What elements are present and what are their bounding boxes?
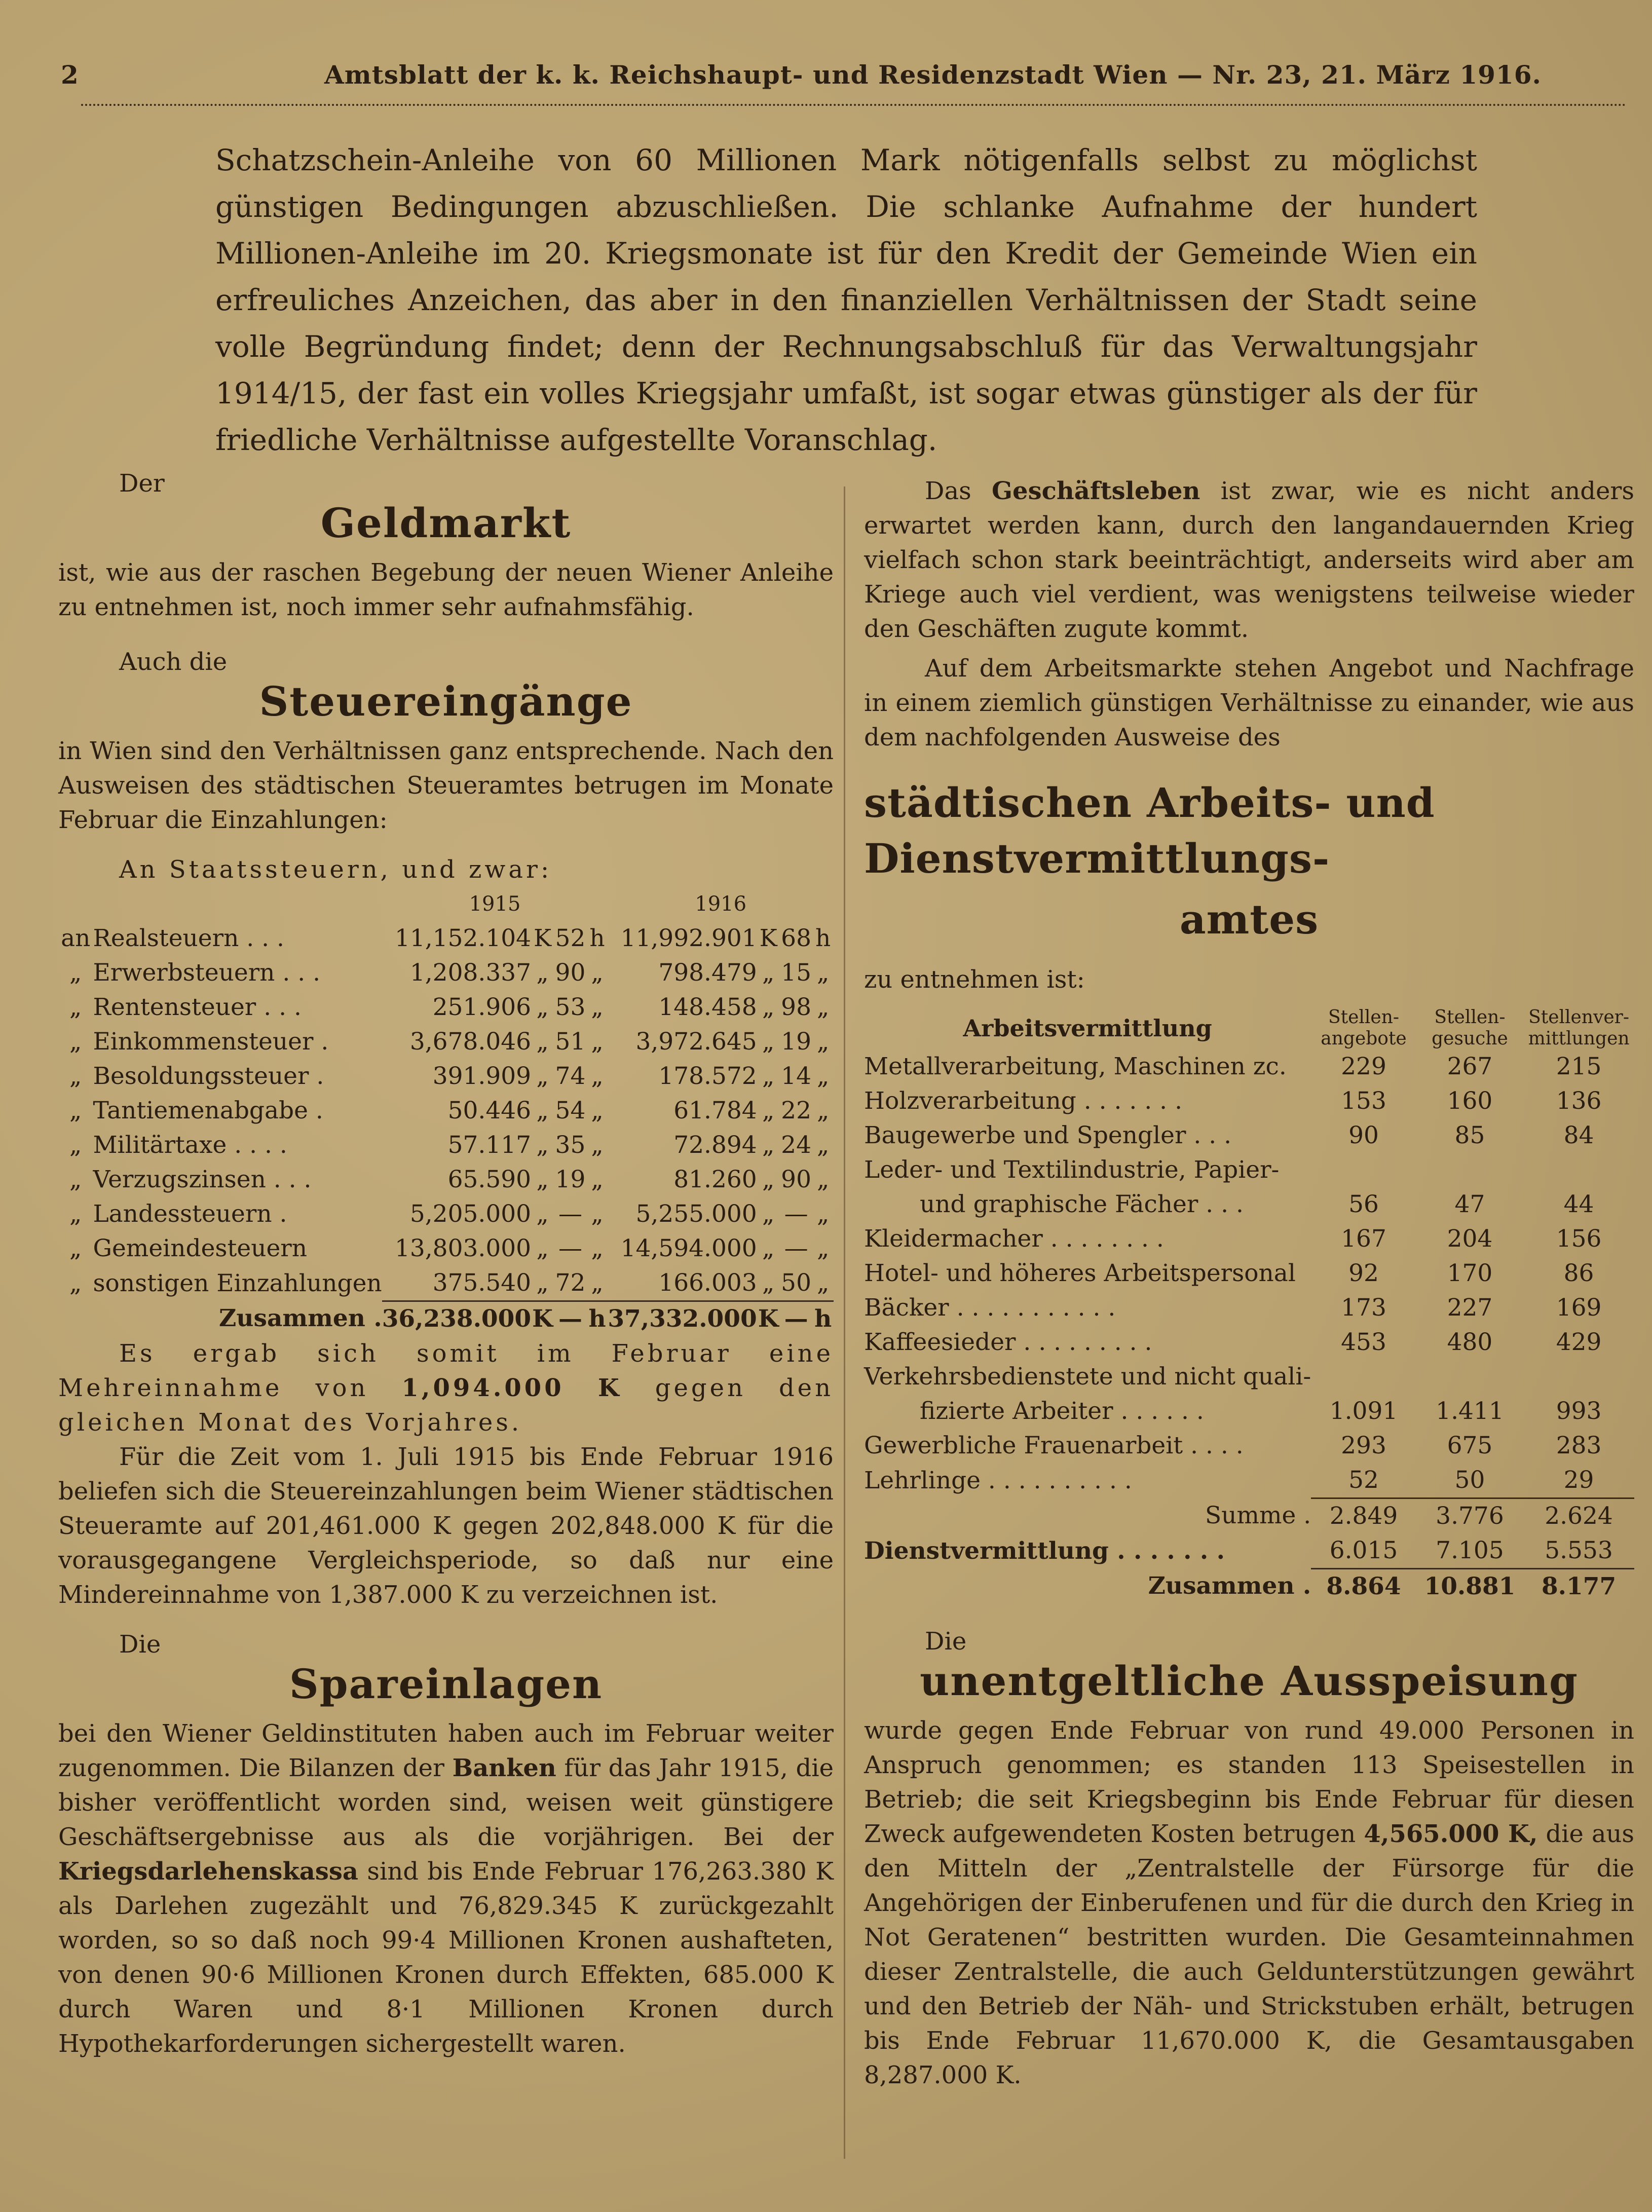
arb-row-value: 283: [1556, 1432, 1602, 1459]
arb-row-value: 29: [1563, 1466, 1594, 1494]
summe-a: 2.849: [1311, 1498, 1416, 1534]
dienst-b: 7.105: [1436, 1536, 1504, 1564]
unit: „: [762, 993, 775, 1021]
arb-row-name: Kleidermacher . . . . . . . .: [864, 1225, 1164, 1253]
steuer-pre: Auch die: [119, 648, 228, 676]
arb-row: [864, 1153, 1634, 1187]
arb-row-value: 44: [1563, 1190, 1594, 1218]
unit: „: [817, 959, 830, 987]
arb-row-value: 153: [1341, 1087, 1386, 1115]
unit: „: [591, 1200, 604, 1228]
arb-row-name: Metallverarbeitung, Maschinen zc.: [864, 1053, 1287, 1080]
unit: „: [591, 1269, 604, 1297]
aus-text-a: wurde gegen Ende Februar von rund 49.000 Personen in Anspruch genommen; es standen 113 Speisestellen in Betrieb; die seit Kriegsbeginn bis Ende Februar für diesen Zweck aufgewendeten Kosten betrugen: [864, 1716, 1634, 1848]
arb-row-value: [1416, 1360, 1523, 1394]
arb-row-value: 675: [1447, 1432, 1493, 1459]
tax-year-row: [58, 887, 834, 921]
tax-prefix: „: [69, 1166, 82, 1193]
tax-1916-kronen: 178.572: [658, 1062, 757, 1090]
dienst-label: Dienstvermittlung . . . . . . .: [864, 1536, 1225, 1565]
spar-paragraph: [58, 1716, 834, 2061]
unit: „: [762, 1234, 775, 1262]
arb-head-label: Arbeitsvermittlung: [963, 1015, 1212, 1042]
arb-row: [864, 1049, 1634, 1084]
arb-row-value: 90: [1348, 1121, 1379, 1149]
arb-row-value: [1311, 1360, 1416, 1394]
tax-1915-heller: 90: [555, 959, 586, 987]
unit: „: [817, 1097, 830, 1124]
geldmarkt-heading: Geldmarkt: [320, 499, 572, 547]
summe-label: Summe .: [1205, 1502, 1311, 1530]
unit: K: [757, 1301, 780, 1337]
tax-name: Erwerbsteuern . . .: [93, 959, 321, 987]
arb-row: [864, 1291, 1634, 1325]
unit: h: [587, 1301, 608, 1337]
arb-row-value: 50: [1454, 1466, 1485, 1494]
tax-1916-heller: 14: [781, 1062, 811, 1090]
gazette-title: Amtsblatt der k. k. Reichshaupt- und Residenzstadt Wien — Nr. 23, 21. März 1916.: [324, 60, 1542, 90]
tax-prefix: „: [69, 1269, 82, 1297]
zusammen-row: [864, 1569, 1634, 1604]
arb-head-col3: [1523, 1007, 1634, 1049]
tax-row: [58, 1266, 834, 1301]
arb-row-value: 167: [1341, 1225, 1386, 1253]
tax-1916-kronen: 14,594.000: [620, 1234, 757, 1262]
tax-total-1915: 36,238.000: [382, 1301, 531, 1337]
unit: „: [817, 1269, 830, 1297]
tax-1915-heller: 19: [555, 1166, 586, 1193]
ausspeisung-paragraph: [864, 1713, 1634, 2092]
amt-heading-2: amtes: [1179, 895, 1319, 943]
tax-1916-heller: 90: [781, 1166, 811, 1193]
spar-banken: Banken: [452, 1754, 556, 1782]
tax-name: Militärtaxe . . . .: [93, 1131, 287, 1159]
tax-1916-heller: 68: [781, 924, 811, 952]
tax-row: [58, 1025, 834, 1059]
arb-row-value: 429: [1556, 1328, 1602, 1356]
staatssteuern-label: An Staatssteuern, und zwar:: [119, 855, 552, 884]
tax-1915-kronen: 11,152.104: [394, 924, 532, 952]
amt-heading: städtischen Arbeits- und Dienstvermittlungs-: [864, 779, 1435, 882]
tax-1915-kronen: 1,208.337: [409, 959, 532, 987]
tax-1915-heller: 74: [555, 1062, 586, 1090]
tax-1916-heller: 98: [781, 993, 811, 1021]
unit: K: [531, 1301, 554, 1337]
aus-heading: unentgeltliche Ausspeisung: [920, 1657, 1579, 1705]
unit: „: [536, 1062, 549, 1090]
unit: „: [762, 1269, 775, 1297]
arb-row-value: 85: [1454, 1121, 1485, 1149]
tax-1915-kronen: 65.590: [447, 1166, 532, 1193]
unit: „: [762, 1131, 775, 1159]
tax-row: [58, 1094, 834, 1128]
arb-row-name: Gewerbliche Frauenarbeit . . . .: [864, 1432, 1244, 1459]
unit: „: [536, 1269, 549, 1297]
tax-1915-kronen: 50.446: [447, 1097, 532, 1124]
year-1915: 1915: [469, 892, 521, 916]
arb-row: [864, 1084, 1634, 1118]
unit: „: [536, 1166, 549, 1193]
tax-1916-kronen: 61.784: [673, 1097, 757, 1124]
arb-row: [864, 1256, 1634, 1291]
geschaeftsleben-paragraph: [864, 474, 1634, 646]
arb-row: [864, 1360, 1634, 1394]
tax-1915-heller: —: [558, 1200, 582, 1228]
tax-1916-heller: 50: [781, 1269, 811, 1297]
col2b: gesuche: [1432, 1028, 1508, 1049]
tax-1915-heller: 51: [555, 1028, 586, 1056]
tax-1915-heller: 35: [555, 1131, 586, 1159]
left-column: [58, 466, 834, 2061]
mehr-amount: 1,094.000 K: [401, 1374, 622, 1402]
arb-row-value: 229: [1341, 1053, 1386, 1080]
unit: „: [762, 1062, 775, 1090]
tax-prefix: „: [69, 959, 82, 987]
unit: „: [591, 959, 604, 987]
arb-row-value: 156: [1556, 1225, 1602, 1253]
arb-row-value: 293: [1341, 1432, 1386, 1459]
arb-row-value: [1523, 1360, 1634, 1394]
tax-1916-kronen: 148.458: [658, 993, 757, 1021]
arb-row: [864, 1187, 1634, 1222]
col2a: Stellen-: [1434, 1007, 1506, 1028]
tax-1916-kronen: 5,255.000: [635, 1200, 757, 1228]
tax-1916-kronen: 166.003: [658, 1269, 757, 1297]
unit: „: [762, 1097, 775, 1124]
unit: „: [817, 1234, 830, 1262]
unit: h: [815, 924, 831, 952]
arb-row-value: 92: [1348, 1259, 1379, 1287]
arb-row-value: [1416, 1153, 1523, 1187]
tax-total-1916: 37,332.000: [608, 1301, 757, 1337]
unit: „: [591, 1234, 604, 1262]
tax-table: [58, 887, 834, 1336]
heller: —: [554, 1301, 587, 1337]
page-number: 2: [61, 60, 79, 90]
arb-row-value: 56: [1348, 1190, 1379, 1218]
unit: „: [536, 1131, 549, 1159]
aus-text-b: die aus den Mitteln der „Zentralstelle der Fürsorge für die Angehörigen der Einberufenen und für die durch den Krieg in Not Geratenen“ bestritten wurden. Die Gesamteinnahmen dieser Zentralstelle, die auch Geldunterstützungen gewährt und den Betrieb der Näh- und Strickstuben erhält, betrugen bis Ende Februar 11,670.000 K, die Gesamtausgaben 8,287.000 K.: [864, 1820, 1635, 2089]
tax-row: [58, 1128, 834, 1163]
tax-row: [58, 990, 834, 1025]
unit: „: [591, 1097, 604, 1124]
tax-row: [58, 921, 834, 956]
tax-1916-heller: —: [784, 1200, 808, 1228]
arb-row-value: 1.091: [1329, 1397, 1398, 1425]
tax-prefix: „: [69, 993, 82, 1021]
col1a: Stellen-: [1328, 1007, 1400, 1028]
tax-1916-kronen: 81.260: [673, 1166, 757, 1193]
year-1916: 1916: [695, 892, 747, 916]
dienst-a: 6.015: [1329, 1536, 1398, 1564]
steuer-heading: Steuereingänge: [259, 678, 633, 725]
aus-amount: 4,565.000 K,: [1364, 1820, 1538, 1848]
arb-row-name: Lehrlinge . . . . . . . . . .: [864, 1466, 1132, 1494]
tax-name: Tantiemenabgabe .: [93, 1097, 323, 1124]
tax-prefix: „: [69, 1131, 82, 1159]
arb-row: [864, 1394, 1634, 1429]
tax-name: Einkommensteuer .: [93, 1028, 329, 1056]
arb-row: [864, 1222, 1634, 1256]
mehreinnahme-paragraph: [58, 1336, 834, 1440]
tax-row: [58, 1197, 834, 1231]
unit: „: [591, 1062, 604, 1090]
zusammen-label: Zusammen .: [1148, 1572, 1311, 1600]
unit: „: [591, 1028, 604, 1056]
page-header: [61, 60, 1591, 100]
aus-pre: Die: [925, 1627, 967, 1656]
arb-head-row: [864, 1007, 1634, 1049]
spar-pre: Die: [119, 1630, 161, 1659]
heller: —: [780, 1301, 813, 1337]
unit: „: [762, 1200, 775, 1228]
unit: „: [591, 1131, 604, 1159]
tax-row: [58, 1059, 834, 1094]
col3a: Stellenver-: [1528, 1007, 1630, 1028]
spar-heading: Spareinlagen: [289, 1660, 603, 1708]
unit: „: [591, 993, 604, 1021]
unit: h: [812, 1301, 834, 1337]
arb-row-value: 170: [1447, 1259, 1493, 1287]
arb-row-value: 136: [1556, 1087, 1602, 1115]
tax-1915-heller: 54: [555, 1097, 586, 1124]
spar-text-b: für das Jahr 1915, die bisher veröffentlicht worden sind, weisen weit günstigere Geschäftsergebnisse aus als die vorjährigen. Bei der: [58, 1754, 834, 1851]
tax-prefix: „: [69, 1234, 82, 1262]
arbeitsvermittlung-table: [864, 1007, 1634, 1604]
tax-1915-heller: 53: [555, 993, 586, 1021]
arb-row-value: 86: [1563, 1259, 1594, 1287]
tax-1915-kronen: 391.909: [432, 1062, 532, 1090]
arb-row-value: 204: [1447, 1225, 1493, 1253]
column-divider: [844, 486, 845, 2159]
unit: „: [817, 1131, 830, 1159]
arb-row-value: 84: [1563, 1121, 1594, 1149]
zusammen-a: 8.864: [1311, 1569, 1416, 1604]
tax-1916-kronen: 11,992.901: [620, 924, 757, 952]
unit: K: [759, 924, 777, 952]
right-column: [864, 474, 1634, 2092]
summe-row: [864, 1498, 1634, 1534]
geldmarkt-pre: Der: [119, 469, 165, 498]
arb-row-value: 47: [1454, 1190, 1485, 1218]
unit: „: [591, 1166, 604, 1193]
tax-prefix: „: [69, 1028, 82, 1056]
gesch-bold: Geschäftsleben: [992, 477, 1200, 505]
arb-row-value: 1.411: [1436, 1397, 1504, 1425]
tax-prefix: an: [61, 924, 91, 952]
unit: „: [817, 1200, 830, 1228]
arb-row-value: 160: [1447, 1087, 1493, 1115]
summe-b: 3.776: [1416, 1498, 1523, 1534]
zusammen-c: 8.177: [1523, 1569, 1634, 1604]
tax-name: Besoldungssteuer .: [93, 1062, 324, 1090]
arb-row-name: fizierte Arbeiter . . . . . .: [920, 1397, 1204, 1425]
unit: „: [817, 1028, 830, 1056]
summe-c: 2.624: [1523, 1498, 1634, 1534]
tax-1915-kronen: 251.906: [432, 993, 532, 1021]
arb-row-value: 215: [1556, 1053, 1602, 1080]
unit: „: [762, 959, 775, 987]
tax-prefix: „: [69, 1097, 82, 1124]
unit: „: [817, 1166, 830, 1193]
unit: „: [536, 1028, 549, 1056]
zusammen-b: 10.881: [1416, 1569, 1523, 1604]
tax-1916-heller: 24: [781, 1131, 811, 1159]
arb-row-name: Kaffeesieder . . . . . . . . .: [864, 1328, 1152, 1356]
dienst-c: 5.553: [1545, 1536, 1613, 1564]
arb-row-name: Holzverarbeitung . . . . . . .: [864, 1087, 1183, 1115]
tax-1915-kronen: 375.540: [432, 1269, 532, 1297]
arb-row-name: Leder- und Textilindustrie, Papier-: [864, 1156, 1280, 1184]
arb-row-name: Bäcker . . . . . . . . . . .: [864, 1294, 1116, 1322]
unit: „: [536, 959, 549, 987]
unit: K: [534, 924, 552, 952]
tax-name: Gemeindesteuern: [93, 1234, 308, 1262]
tax-total-row: [58, 1301, 834, 1337]
arb-row-value: 52: [1348, 1466, 1379, 1494]
tax-1916-heller: 15: [781, 959, 811, 987]
tax-name: sonstigen Einzahlungen: [93, 1269, 382, 1297]
gesch-a: Das: [925, 477, 971, 505]
arb-head-col2: [1416, 1007, 1523, 1049]
tax-1915-kronen: 3,678.046: [409, 1028, 532, 1056]
unit: h: [589, 924, 605, 952]
unit: „: [762, 1166, 775, 1193]
arb-row-value: 267: [1447, 1053, 1493, 1080]
gesch-b: ist zwar, wie es nicht anders erwartet werden kann, durch den langandauernden Krieg vielfach schon stark beeinträchtigt, anderseits wird aber am Kriege auch viel verdient, was wenigstens teilweise wieder den Geschäften zugute kommt.: [864, 477, 1634, 643]
arb-row-value: 227: [1447, 1294, 1493, 1322]
header-rule: [81, 104, 1627, 111]
arb-row: [864, 1118, 1634, 1153]
arb-row-value: 993: [1556, 1397, 1602, 1425]
arb-row-name: Hotel- und höheres Arbeitspersonal: [864, 1259, 1296, 1287]
arb-row-value: 169: [1556, 1294, 1602, 1322]
juli-paragraph: Für die Zeit vom 1. Juli 1915 bis Ende Februar 1916 beliefen sich die Steuereinzahlungen beim Wiener städtischen Steueramte auf 201,461.000 K gegen 202,848.000 K für die vorausgegangene Vergleichsperiode, so daß nur eine Mindereinnahme von 1,387.000 K zu verzeichnen ist.: [58, 1443, 834, 1609]
spar-text-c: sind bis Ende Februar 176,263.380 K als Darlehen zugezählt und 76,829.345 K zurückgezahlt worden, so so daß noch 99·4 Millionen Kronen aushafteten, von denen 90·6 Millionen Kronen durch Effekten, 685.000 K durch Waren und 8·1 Millionen Kronen durch Hypothekarforderungen sichergestellt waren.: [58, 1857, 834, 2058]
tax-1915-kronen: 57.117: [447, 1131, 532, 1159]
tax-row: [58, 1163, 834, 1197]
tax-1915-kronen: 13,803.000: [394, 1234, 532, 1262]
arb-row-value: 480: [1447, 1328, 1493, 1356]
tax-1916-kronen: 72.894: [673, 1131, 757, 1159]
amt-post: zu entnehmen ist:: [864, 965, 1085, 994]
tax-1915-heller: —: [558, 1234, 582, 1262]
arb-row-value: 173: [1341, 1294, 1386, 1322]
mehr-text-a: Es ergab sich somit im Februar eine Mehreinnahme von: [58, 1339, 834, 1402]
tax-name: Realsteuern . . .: [93, 924, 284, 952]
tax-1915-kronen: 5,205.000: [409, 1200, 532, 1228]
dienst-row: [864, 1533, 1634, 1569]
unit: „: [817, 993, 830, 1021]
tax-1916-heller: 22: [781, 1097, 811, 1124]
steuer-text: in Wien sind den Verhältnissen ganz entsprechende. Nach den Ausweisen des städtischen Steueramtes betrugen im Monate Februar die Einzahlungen:: [58, 737, 834, 834]
unit: „: [536, 993, 549, 1021]
arb-row: [864, 1463, 1634, 1498]
arb-row-value: 453: [1341, 1328, 1386, 1356]
arb-row-name: und graphische Fächer . . .: [920, 1190, 1244, 1218]
unit: „: [536, 1234, 549, 1262]
tax-row: [58, 956, 834, 990]
tax-1916-kronen: 798.479: [658, 959, 757, 987]
arb-row-value: [1523, 1153, 1634, 1187]
tax-1916-heller: 19: [781, 1028, 811, 1056]
arb-row: [864, 1325, 1634, 1360]
unit: „: [817, 1062, 830, 1090]
tax-row: [58, 1231, 834, 1266]
arb-row: [864, 1429, 1634, 1463]
intro-paragraph: Schatzschein-Anleihe von 60 Millionen Mark nötigenfalls selbst zu möglichst günstigen Bedingungen abzuschließen. Die schlanke Aufnahme der hundert Millionen-Anleihe im 20. Kriegsmonate ist für den Kredit der Gemeinde Wien ein erfreuliches Anzeichen, das aber in den finanziellen Verhältnissen der Stadt seine volle Begründung findet; denn der Rechnungsabschluß für das Verwaltungsjahr 1914/15, der fast ein volles Kriegsjahr umfaßt, ist sogar etwas günstiger als der für friedliche Verhältnisse aufgestellte Voranschlag.: [215, 143, 1477, 457]
col3b: mittlungen: [1528, 1028, 1630, 1049]
tax-1915-heller: 52: [555, 924, 586, 952]
spar-kriegs: Kriegsdarlehenskassa: [58, 1857, 358, 1886]
arb-row-value: [1311, 1153, 1416, 1187]
tax-1915-heller: 72: [555, 1269, 586, 1297]
tax-name: Verzugszinsen . . .: [93, 1166, 312, 1193]
arb-row-name: Baugewerbe und Spengler . . .: [864, 1121, 1232, 1149]
unit: „: [762, 1028, 775, 1056]
arb-row-name: Verkehrsbedienstete und nicht quali-: [864, 1363, 1311, 1391]
tax-1916-heller: —: [784, 1234, 808, 1262]
tax-1916-kronen: 3,972.645: [635, 1028, 757, 1056]
unit: „: [536, 1200, 549, 1228]
mehr-text-b: gegen den gleichen Monat des Vorjahres.: [58, 1374, 834, 1437]
spar-text-a: bei den Wiener Geldinstituten haben auch im Februar weiter zugenommen. Die Bilanzen der: [58, 1719, 834, 1782]
arb-head-col1: [1311, 1007, 1416, 1049]
unit: „: [536, 1097, 549, 1124]
tax-name: Rentensteuer . . .: [93, 993, 302, 1021]
tax-prefix: „: [69, 1200, 82, 1228]
geldmarkt-text: ist, wie aus der raschen Begebung der neuen Wiener Anleihe zu entnehmen ist, noch immer sehr aufnahmsfähig.: [58, 558, 834, 621]
tax-prefix: „: [69, 1062, 82, 1090]
tax-name: Landessteuern .: [93, 1200, 287, 1228]
col1b: angebote: [1321, 1028, 1407, 1049]
tax-total-label: Zusammen .: [219, 1304, 382, 1333]
arbeitsmarkt-paragraph: Auf dem Arbeitsmarkte stehen Angebot und Nachfrage in einem ziemlich günstigen Verhältnisse zu einander, wie aus dem nachfolgenden Ausweise des: [864, 654, 1634, 752]
